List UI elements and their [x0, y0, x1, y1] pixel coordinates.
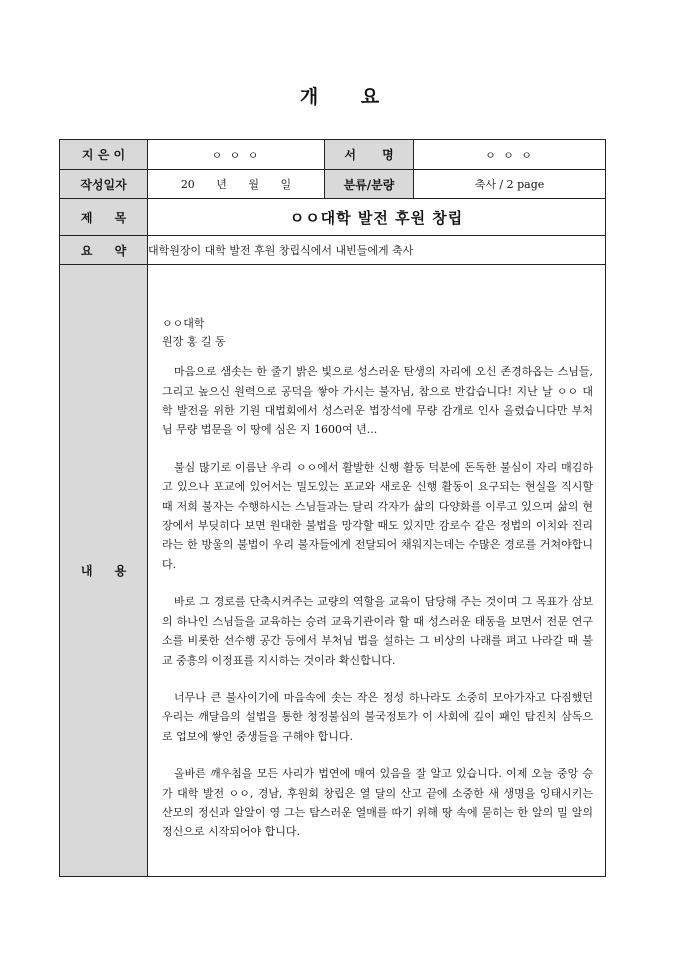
paragraph: 불심 많기로 이름난 우리 ㅇㅇ에서 활발한 신행 활동 덕분에 돈독한 불심이 자리 매김하고 있으나 포교에 있어서는 밀도있는 포교와 새로운 신행 활동이 요구되는 현실을 직시할 때 저희 불자는 수행하시는 스님들과는 달리 각자가 삶의 다양화를 이루고 있으며 삶의 현장에서 부딪히다 보면 원대한 불법을 망각할 때도 있지만 감로수 같은 정법의 이치와 진리라는 한 방울의 불법이 우리 불자들에게 전달되어 채워지는데는 수많은 경로를 거쳐야합니다. — [162, 460, 593, 571]
signature-label: 서 명 — [325, 140, 414, 170]
signature-value: ㅇ ㅇ ㅇ — [414, 140, 606, 170]
document-title: 개 요 — [299, 86, 381, 108]
category-label: 분류/분량 — [325, 170, 414, 199]
subject-value: ㅇㅇ대학 발전 후원 창립 — [148, 199, 606, 236]
content-cell — [148, 265, 606, 877]
summary-label: 요 약 — [60, 236, 148, 265]
summary-value: 대학원장이 대학 발전 후원 창립식에서 내빈들에게 축사 — [148, 236, 606, 265]
paragraph: 바로 그 경로를 단축시켜주는 교량의 역할을 교육이 담당해 주는 것이며 그 목표가 삼보의 하나인 스님들을 교육하는 승려 교육기관이라 할 때 성스러운 태동을 보면서 전문 연구소를 비롯한 선수행 공간 등에서 부처님 법을 설하는 그 비상의 나래를 펴고 나라갈 때 불교 중흥의 이정표를 지시하는 것이라 확신합니다. — [162, 595, 593, 667]
content-label: 내 용 — [60, 265, 148, 877]
speaker-block — [162, 315, 593, 351]
paragraph: 올바른 깨우침을 모든 사리가 법연에 매여 있음을 잘 알고 있습니다. 이제 오늘 중앙 승가 대학 발전 ㅇㅇ, 경남, 후원회 창립은 열 달의 산고 끝에 소중한 새 생명을 잉태시키는 산모의 정신과 알알이 영 그는 탐스러운 열매를 따기 위해 땅 속에 묻히는 한 알의 밀 알의 정신으로 시작되어야 합니다. — [162, 767, 593, 839]
subject-label: 제 목 — [60, 199, 148, 236]
author-label: 지 은 이 — [60, 140, 148, 170]
speaker-name: 원장 홍 길 동 — [162, 335, 226, 349]
summary-table — [59, 139, 606, 877]
date-label: 작성일자 — [60, 170, 148, 199]
speaker-institution: ㅇㅇ대학 — [162, 317, 205, 331]
author-value: ㅇ ㅇ ㅇ — [148, 140, 325, 170]
date-value: 20 년 월 일 — [148, 170, 325, 199]
category-value: 축사 / 2 page — [414, 170, 606, 199]
paragraph: 너무나 큰 불사이기에 마음속에 솟는 작은 정성 하나라도 소중히 모아가자고 다짐했던 우리는 깨달음의 설법을 통한 청정불심의 불국정토가 이 사회에 깊이 패인 탐진치 삼독으로 업보에 쌓인 중생들을 구해야 합니다. — [162, 690, 593, 743]
content-body — [148, 295, 605, 846]
paragraph: 마음으로 샘솟는 한 줄기 밝은 빛으로 성스러운 탄생의 자리에 오신 존경하옵는 스님들, 그리고 높으신 원력으로 공덕을 쌓아 가시는 불자님, 참으로 반갑습니다! 지난 날 ㅇㅇ 대학 발전을 위한 기원 대법회에서 성스러운 법장석에 무량 감개로 인사 올렸습니다만 부처님 무량 법문을 이 땅에 심은 지 1600여 년... — [162, 365, 593, 437]
